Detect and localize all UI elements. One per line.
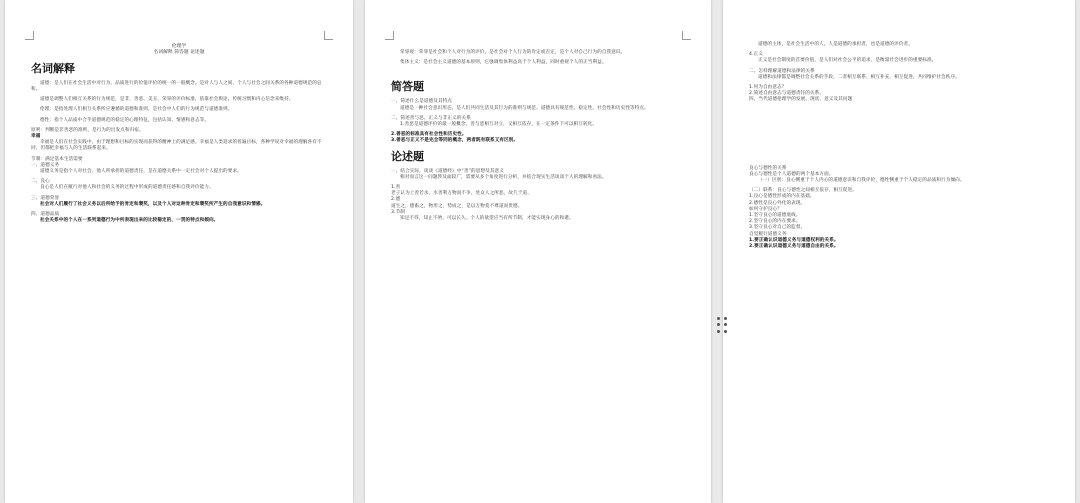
paragraph: 老子认为上善若水，水善利万物而不争，处众人之所恶，故几于道。 [391,191,532,197]
paragraph: 良心是人们在履行对他人和社会的义务的过程中形成的道德责任感和自我评价能力。 [40,185,214,191]
paragraph: 2.简述自由意志与道德责任的关系。 [749,91,824,97]
page1-body [31,81,327,229]
paragraph: 幸福是人们在社会实践中，由于理想和目标的实现而获得的精神上的满足感。幸福是人类追求的普遍目标，各种学说对幸福的理解各有不同，但都把幸福与人的生活联系起来。 [31,140,322,152]
paragraph: 道德和法律都是调整社会关系的手段，二者相互联系、相互补充、相互促进，共同维护社会秩序。 [758,74,960,80]
paragraph: 道德的主体，是社会生活中的人，人是道德的承担者，也是道德的评价者。 [758,42,913,47]
paragraph: 自觉履行道德义务 [749,231,787,237]
header-title: 伦理学 [171,44,187,49]
page2-bottom-body [391,169,685,227]
paragraph: 正义是社会制度的首要价值，是人们对社会公平的追求，是衡量社会进步的重要标准。 [758,58,937,64]
paragraph: 1.何为自由意志？ [749,85,787,91]
page2-top-body [391,50,685,70]
paragraph: （一）区别：良心侧重于个人内心的道德意识和自我评价，德性侧重于个人稳定的品质和行为倾向。 [758,178,965,184]
paragraph: 3.节制 [391,209,405,215]
paragraph: 2.要正确认识道德义务与道德自由的关系。 [749,244,839,250]
paragraph: 3.坚守良心对自己的监督。 [749,225,806,231]
paragraph: 荣辱观：荣辱是社会和个人对行为的评价，是社会对个人行为的肯定或否定，是个人对自己行为的自我意识。 [400,50,626,55]
section-heading-terms: 名词解释 [31,61,75,75]
paragraph: 社会关系中的个人在一系列道德行为中所表现出来的比较稳定的、一贯的特点和倾向。 [40,218,219,224]
page2-mid-body [391,99,685,144]
paragraph: 良心与德性的关系 [749,165,787,171]
paragraph: 1.良心是德性形成的内在基础。 [749,194,815,200]
paragraph: 2.善恶的标准具有社会性和历史性。 [391,132,467,138]
paragraph: 原则：判断是非善恶的准则，是行为的出发点和归宿。 [31,127,144,133]
paragraph: 德性：指个人品质中合乎道德规范的稳定的心理特征，包括认知、情感和意志等。 [40,117,209,123]
page3-top-body [749,42,1049,104]
paragraph: 如何守护良心？ [749,206,782,212]
paragraph: 良心与德性是个人道德的两个基本方面。 [749,171,834,177]
paragraph: 相对而言这一问题涉及面较广，需要从多个角度进行分析，并结合现实生活谈谈个人的理解和看法。 [400,174,607,180]
page-drag-handle-icon[interactable] [717,317,729,333]
paragraph: 1.善 [391,185,401,191]
paragraph: 道德义务是指个人对社会、他人所承担的道德责任，是在道德关系中一定社会对个人提出的要求。 [40,169,242,175]
paragraph: 道德是一种社会意识形态，是人们共同生活及其行为的准则与规范。道德具有规范性、稳定性、社会性和历史性等特点。 [400,105,649,111]
paragraph: （二）联系：良心与德性之间相互依存、相互促进。 [749,188,857,194]
document-page-3 [723,0,1075,503]
paragraph: 道德：是人们在社会生活中对行为、品质进行的价值评价的统一的一般概念。是对人与人之间、个人与社会之间关系的各种道德规范的总和。 [31,80,322,93]
paragraph: 社会对人们履行了社会义务以后所给予的肯定和褒奖，以及个人对这种肯定和褒奖所产生的自我意识和情感。 [40,201,266,207]
paragraph: 一、简述什么是道德及其特点 [391,99,453,105]
document-page-2 [365,0,711,503]
paragraph: 道德是调整人们相互关系的行为规范，是非、善恶、美丑、荣辱的评价标准，依靠社会舆论、传统习惯和内心信念来维持。 [40,97,294,103]
paragraph: 幸福 [31,134,41,140]
paragraph: 1.善恶是道德评价的最一般概念，善与恶相互对立，又相互依存，在一定条件下可以相互转化。 [400,122,598,128]
section-heading-essay: 论述题 [391,149,424,163]
paragraph: 2.德 [391,197,401,203]
page-corner-mark [385,31,394,40]
page-corner-mark [324,31,333,40]
paragraph: 四、道德品质 [31,212,60,218]
paragraph: 2.德性是良心外化的表现。 [749,200,806,206]
paragraph: 一、道德义务 [31,162,60,168]
paragraph: 二、怎样理解道德和法律的关系 [749,68,815,74]
paragraph: 四、当代道德伦理学的发展、现状、意义及其问题 [749,97,853,103]
paragraph: 节制：满足基本生活需要 [31,156,83,162]
section-heading-short-answer: 简答题 [391,80,424,94]
paragraph: 3.善恶与正义不是完全等同的概念，两者既有联系又有区别。 [391,138,519,144]
page-corner-mark [682,31,691,40]
paragraph: 1.坚守良心的道德底线。 [749,213,801,219]
header-subtitle: 名词解释 简答题 论述题 [153,50,205,56]
document-page-1 [5,0,353,503]
paragraph: 2.坚守良心的内在要求。 [749,219,801,225]
paragraph: 知足不辱，知止不殆，可以长久。个人的欲望应当有所节制，才能实现身心的和谐。 [400,216,574,222]
paragraph: 4.正义 [749,52,763,58]
paragraph: 道生之，德畜之，物形之，势成之，是以万物莫不尊道而贵德。 [391,203,523,209]
paragraph: 集体主义：是社会主义道德的基本原则，它强调集体利益高于个人利益，同时重视个人的正当利益。 [400,60,607,66]
paragraph: 二、简述善与恶、正义与非正义的关系 [391,115,471,121]
paragraph: 二、良心 [31,179,50,185]
paragraph: 1.要正确认识道德义务与道德权利的关系。 [749,237,839,243]
page3-bottom-body [749,166,1049,251]
paragraph: 一、结合实际，谈谈《道德经》中“善”的思想及其意义 [391,168,504,174]
paragraph: 三、道德荣誉 [31,195,60,201]
page-corner-mark [25,31,34,40]
paragraph: 伦理：是指处理人们相互关系所应遵循的道德和准则，是社会中人们的行为规范与道德准则。 [40,107,233,113]
